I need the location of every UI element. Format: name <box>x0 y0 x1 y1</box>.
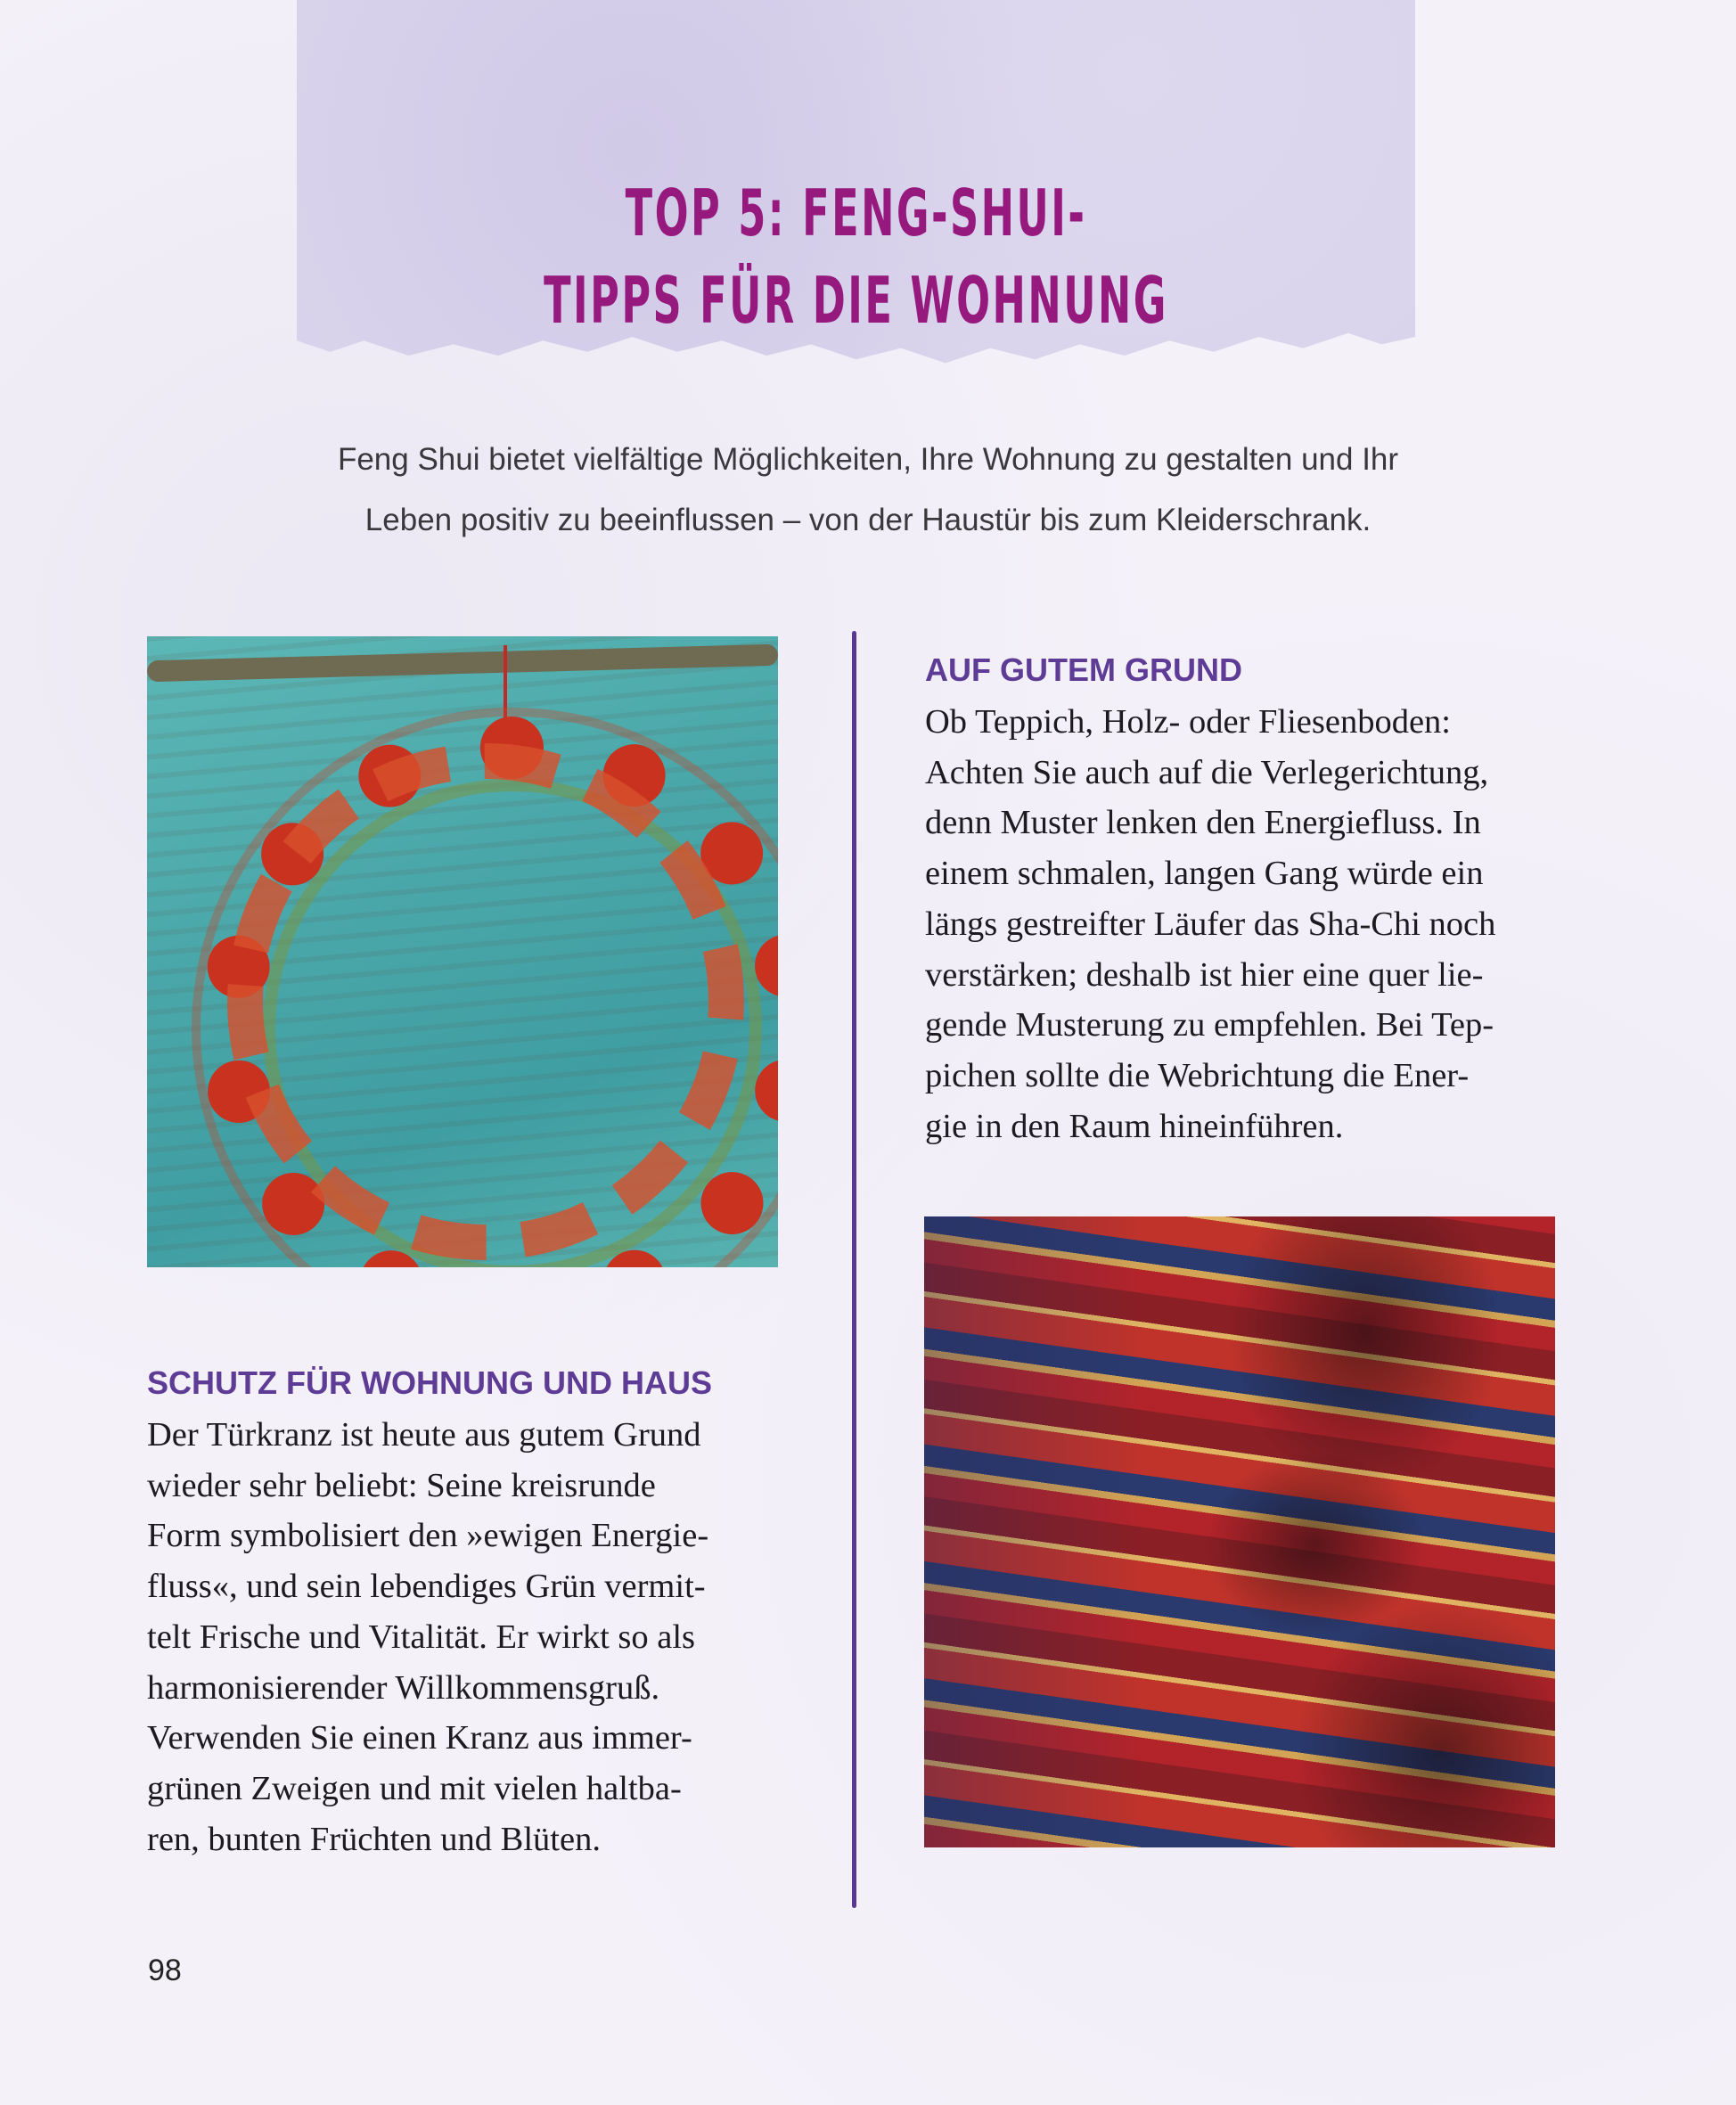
column-divider <box>852 631 856 1908</box>
section-body <box>925 697 1567 1151</box>
body-line: Ob Teppich, Holz- oder Fliesenboden: <box>925 703 1452 741</box>
body-line: fluss«, und sein lebendiges Grün vermit- <box>147 1568 706 1606</box>
body-line: Form symbolisiert den »ewigen Energie- <box>147 1517 709 1555</box>
body-line: gende Musterung zu empfehlen. Bei Tep- <box>925 1006 1494 1044</box>
rug-folds-shading <box>924 1216 1555 1847</box>
section-heading: SCHUTZ FÜR WOHNUNG UND HAUS <box>147 1364 712 1401</box>
body-line: gie in den Raum hineinführen. <box>925 1107 1344 1145</box>
intro-line-2: Leben positiv zu beeinflussen – von der Haustür bis zum Kleiderschrank. <box>364 503 1372 537</box>
body-line: denn Muster lenken den Energiefluss. In <box>925 804 1481 842</box>
section-schutz <box>147 1356 789 1864</box>
body-line: Verwenden Sie einen Kranz aus immer- <box>147 1719 692 1757</box>
section-auf-gutem-grund <box>925 643 1567 1151</box>
body-line: grünen Zweigen und mit vielen haltba- <box>147 1769 682 1807</box>
body-line: einem schmalen, langen Gang würde ein <box>925 855 1484 893</box>
title-line-2: TIPPS FÜR DIE WOHNUNG <box>544 263 1168 338</box>
title-line-1: TOP 5: FENG-SHUI- <box>625 176 1087 250</box>
body-line: verstärken; deshalb ist hier eine quer lie- <box>925 955 1484 994</box>
body-line: telt Frische und Vitalität. Er wirkt so als <box>147 1618 696 1656</box>
body-line: harmonisierender Willkommensgruß. <box>147 1668 660 1707</box>
rugs-photo <box>924 1216 1555 1847</box>
body-line: wieder sehr beliebt: Seine kreisrunde <box>147 1466 656 1504</box>
page-number: 98 <box>148 1953 182 1987</box>
section-body <box>147 1410 789 1864</box>
body-line: längs gestreifter Läufer das Sha-Chi noch <box>925 905 1496 943</box>
body-line: pichen sollte die Webrichtung die Ener- <box>925 1056 1470 1094</box>
wreath-photo <box>147 636 778 1267</box>
body-line: Achten Sie auch auf die Verlegerichtung, <box>925 753 1489 791</box>
intro-paragraph <box>169 430 1567 551</box>
rosehip-wreath-inner <box>227 743 744 1260</box>
section-heading: AUF GUTEM GRUND <box>925 651 1242 688</box>
page-title <box>509 169 1202 344</box>
body-line: Der Türkranz ist heute aus gutem Grund <box>147 1416 701 1454</box>
body-line: ren, bunten Früchten und Blüten. <box>147 1820 601 1858</box>
intro-line-1: Feng Shui bietet vielfältige Möglichkeiten, Ihre Wohnung zu gestalten und Ihr <box>337 442 1399 477</box>
